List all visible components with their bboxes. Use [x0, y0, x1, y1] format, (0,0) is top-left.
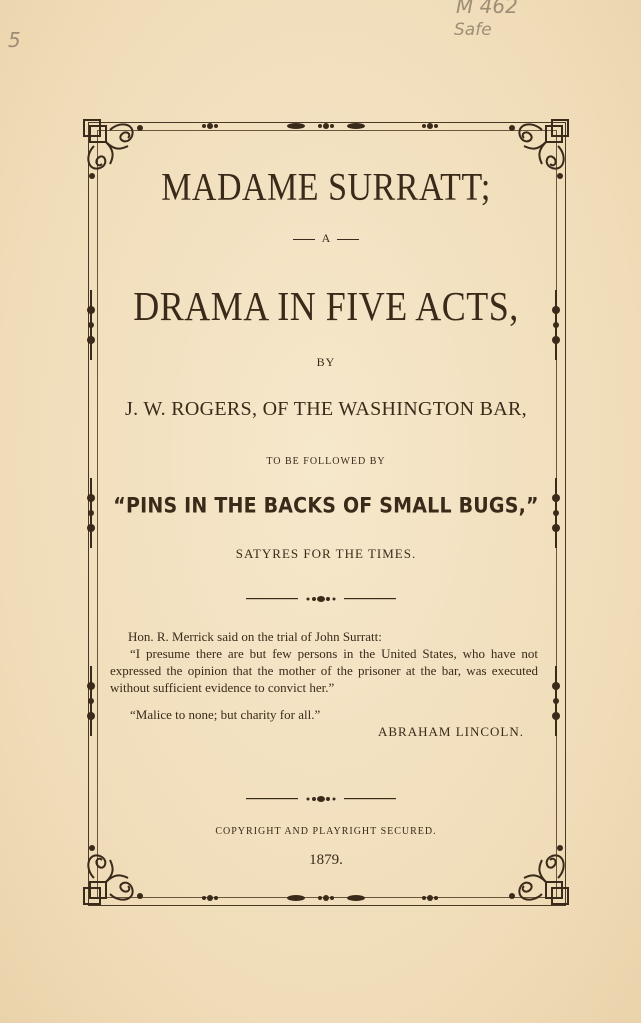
second-work-title: “PINS IN THE BACKS OF SMALL BUGS,” [113, 493, 539, 519]
left-side-ornament-icon [84, 290, 98, 360]
second-work-subtitle: SATYRES FOR THE TIMES. [235, 546, 417, 561]
quote-intro: Hon. R. Merrick said on the trial of John Surratt: [128, 629, 382, 644]
quote-text: “I presume there are but few persons in the United States, who have not expressed the opinion that the mother of the prisoner at the bar, was executed without sufficient evidence to convict her.” [110, 646, 538, 695]
corner-ornament-icon [498, 834, 572, 908]
divider-ornament-icon [246, 792, 396, 806]
article-word: A [321, 231, 331, 245]
play-title: MADAME SURRATT; [161, 166, 491, 209]
right-side-ornament-icon [549, 666, 563, 736]
handwritten-call-number: M 462 [456, 0, 518, 18]
followed-by-line: TO BE FOLLOWED BY [266, 456, 386, 467]
handwritten-note: Safe [454, 20, 492, 40]
copyright-line: COPYRIGHT AND PLAYRIGHT SECURED. [215, 826, 437, 837]
article-line [100, 231, 552, 246]
lincoln-attribution: ABRAHAM LINCOLN. [378, 724, 524, 739]
by-line: BY [316, 355, 336, 369]
left-side-ornament-icon [84, 478, 98, 548]
play-subtitle: DRAMA IN FIVE ACTS, [133, 283, 519, 330]
corner-ornament-icon [80, 834, 154, 908]
top-border-ornaments-icon [190, 118, 462, 134]
quote-block [110, 628, 538, 740]
left-side-ornament-icon [84, 666, 98, 736]
bottom-border-ornaments-icon [190, 890, 462, 906]
author-line: J. W. ROGERS, OF THE WASHINGTON BAR, [125, 398, 527, 420]
lincoln-quote: “Malice to none; but charity for all.” [130, 707, 321, 722]
divider-ornament-icon [246, 592, 396, 606]
handwritten-mark-left: 5 [8, 28, 21, 52]
publication-year: 1879. [309, 852, 343, 868]
